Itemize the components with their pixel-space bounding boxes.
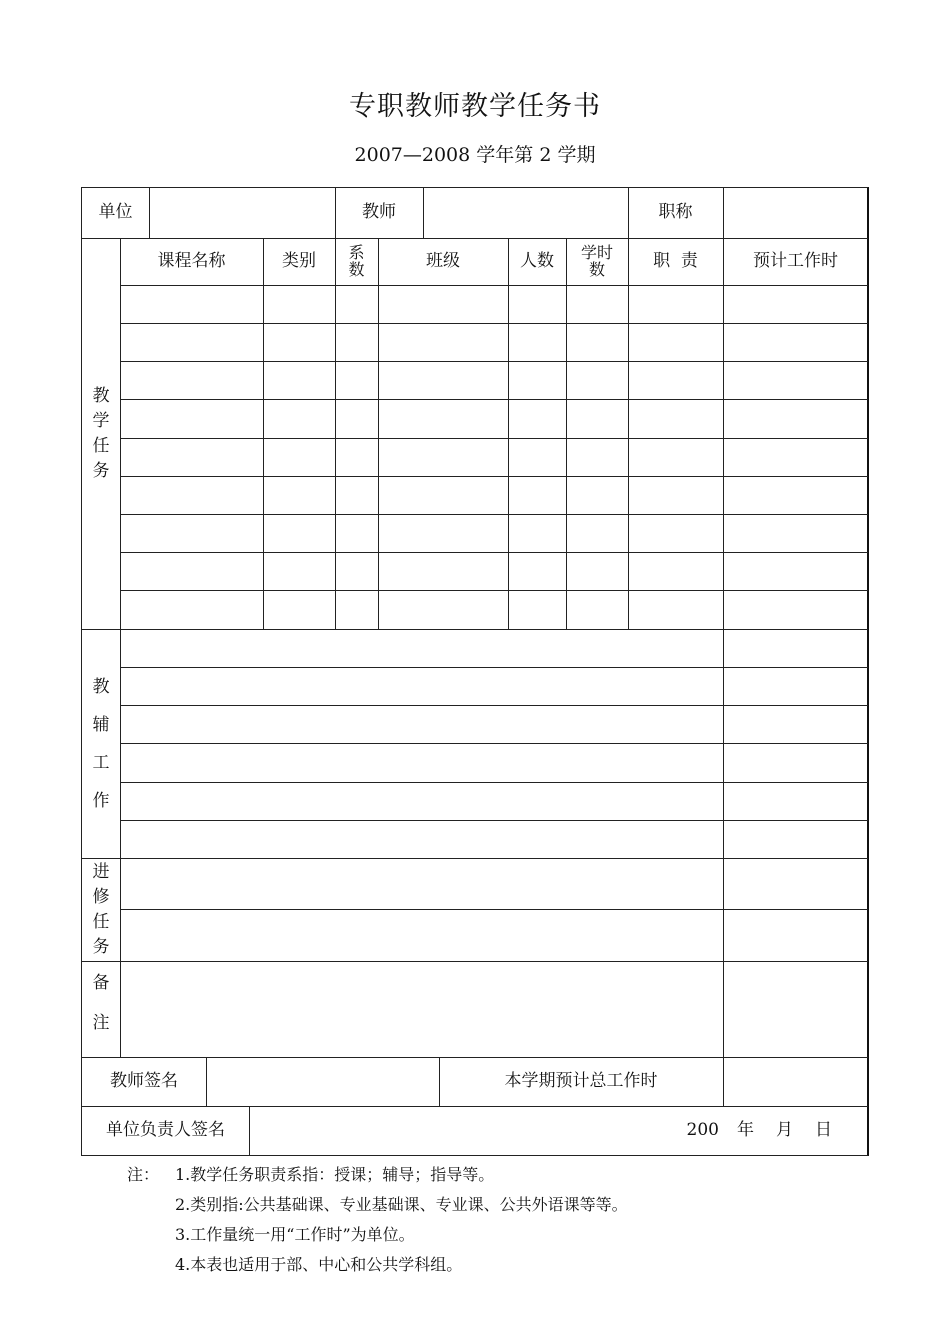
task-form-table [81,187,869,1156]
date-month-char: 月 [776,1120,793,1141]
row-line [120,361,868,362]
row-line [82,629,868,630]
col-line [566,238,567,629]
row-line [120,514,868,515]
note-item: 3.工作量统一用“工作时”为单位。 [175,1225,415,1244]
page-title: 专职教师教学任务书 [349,91,601,122]
section-label-teaching-task: 教 学 任 务 [92,385,110,481]
row-line [120,323,868,324]
row-line [120,705,868,706]
note-item: 4.本表也适用于部、中心和公共学科组。 [175,1255,463,1274]
col-line [335,238,336,629]
row-line [120,285,868,286]
col-line [263,238,264,629]
col-header-coefficient [335,238,378,285]
date-day-char: 日 [815,1120,832,1141]
unit-field[interactable] [150,188,335,238]
row-line [120,667,868,668]
row-line [120,590,868,591]
col-line [508,238,509,629]
rank-field[interactable] [724,188,868,238]
row-line [120,438,868,439]
col-header-category: 类别 [282,250,316,271]
row-line [82,961,868,962]
col-header-class-hours [566,238,628,285]
note-line [127,1160,628,1190]
col-header-class-hours-line: 学时 [580,242,613,262]
col-line [378,238,379,629]
date-year-char: 年 [737,1120,754,1141]
col-header-coefficient-line: 数 [348,259,365,279]
date-year: 200 [686,1120,719,1141]
col-line [120,238,121,1057]
col-header-coefficient-line: 系 [348,242,365,262]
note-item: 1.教学任务职责系指：授课；辅导；指导等。 [175,1165,495,1184]
col-header-estimated-hours: 预计工作时 [753,250,838,271]
notes [127,1160,628,1280]
teacher-signature-label: 教师签名 [110,1070,178,1091]
row-line [120,743,868,744]
col-header-class-hours-line: 数 [588,259,605,279]
col-header-course-name: 课程名称 [157,250,226,271]
total-hours-field[interactable] [724,1057,868,1106]
teacher-label: 教师 [362,202,396,223]
row-line [120,399,868,400]
col-header-headcount: 人数 [520,250,554,271]
rank-label: 职称 [658,202,693,223]
col-line [628,238,629,629]
col-header-duty: 职 责 [653,250,698,271]
row-line [120,782,868,783]
notes-label: 注： [127,1165,160,1184]
teacher-field[interactable] [424,188,628,238]
sign-date [642,1106,842,1156]
row-line [120,909,868,910]
teacher-signature-field[interactable] [207,1057,439,1106]
unit-head-signature-label: 单位负责人签名 [106,1120,225,1141]
col-header-class: 班级 [426,250,460,271]
unit-label: 单位 [98,202,133,223]
row-line [120,820,868,821]
section-label-assist-work: 教 辅 工 作 [92,676,110,811]
section-label-remarks: 备 注 [92,973,110,1033]
row-line [120,552,868,553]
section-label-training-task: 进 修 任 务 [92,861,110,957]
note-item: 2.类别指:公共基础课、专业基础课、专业课、公共外语课等等。 [175,1195,628,1214]
row-line [82,858,868,859]
semester-subtitle: 2007—2008 学年第 2 学期 [354,144,596,166]
total-hours-label: 本学期预计总工作时 [504,1070,658,1091]
row-line [120,476,868,477]
col-line [723,238,724,1106]
